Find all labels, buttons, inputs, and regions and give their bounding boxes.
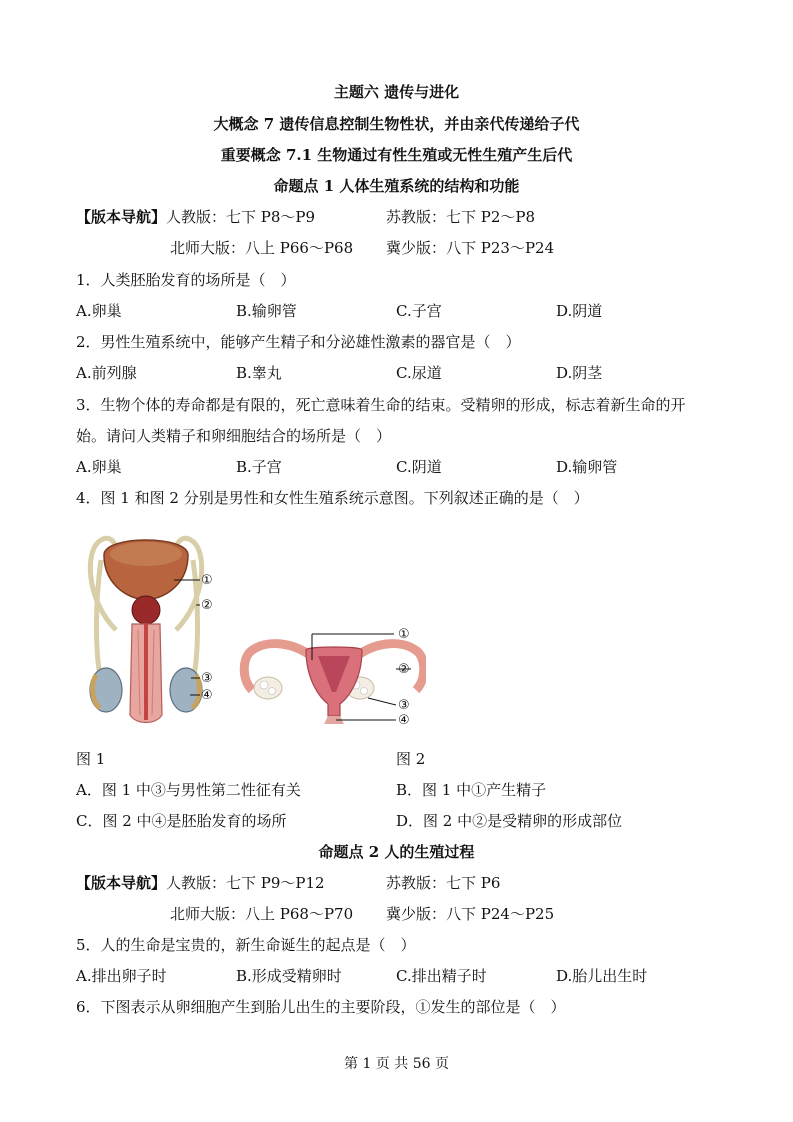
- q3-option-c: C.阴道: [396, 458, 442, 476]
- question-5: 5．人的生命是宝贵的，新生命诞生的起点是（ ）: [76, 936, 416, 954]
- nav2-beishida: 北师大版：八上 P68～P70: [170, 905, 354, 923]
- figure-1-caption: 图 1: [76, 750, 106, 768]
- q3-option-b: B.子宫: [236, 458, 282, 476]
- q4-option-d: D．图 2 中②是受精卵的形成部位: [396, 812, 623, 830]
- q4-option-a: A．图 1 中③与男性第二性征有关: [76, 781, 301, 799]
- fig2-label-1: ①: [398, 627, 410, 642]
- q4-option-c: C．图 2 中④是胚胎发育的场所: [76, 812, 287, 830]
- question-3-line2: 始。请问人类精子和卵细胞结合的场所是（ ）: [76, 427, 392, 445]
- q1-option-a: A.卵巢: [76, 302, 122, 320]
- fig2-label-2: ②: [398, 662, 410, 677]
- q2-option-b: B.睾丸: [236, 364, 282, 382]
- fig2-label-4: ④: [398, 713, 410, 728]
- fig1-label-1: ①: [201, 573, 213, 588]
- q1-option-c: C.子宫: [396, 302, 442, 320]
- question-6: 6．下图表示从卵细胞产生到胎儿出生的主要阶段，①发生的部位是（ ）: [76, 998, 566, 1016]
- nav2-jishao: 冀少版：八下 P24～P25: [386, 905, 555, 923]
- nav-tag-2: 【版本导航】: [76, 874, 167, 892]
- figure-1-male-reproductive-system: [76, 520, 236, 745]
- q1-option-b: B.输卵管: [236, 302, 297, 320]
- figure-2-female-reproductive-system: [236, 620, 426, 730]
- fig1-label-3: ③: [201, 671, 213, 686]
- q3-option-a: A.卵巢: [76, 458, 122, 476]
- section1-nav: [76, 207, 315, 227]
- nav-sujiao: 苏教版：七下 P2～P8: [386, 208, 536, 226]
- fig1-label-2: ②: [201, 598, 213, 613]
- page-footer: 第 1 页 共 56 页: [344, 1056, 449, 1072]
- key-concept-title: 重要概念 7.1 生物通过有性生殖或无性生殖产生后代: [220, 146, 573, 164]
- big-concept-title: 大概念 7 遗传信息控制生物性状，并由亲代传递给子代: [213, 115, 580, 133]
- figure-2-caption: 图 2: [396, 750, 426, 768]
- nav-jishao: 冀少版：八下 P23～P24: [386, 239, 555, 257]
- nav-beishida: 北师大版：八上 P66～P68: [170, 239, 354, 257]
- q5-option-c: C.排出精子时: [396, 967, 487, 985]
- theme-title: 主题六 遗传与进化: [333, 83, 460, 101]
- nav-renjiao: 人教版：七下 P8～P9: [166, 208, 316, 226]
- q5-option-a: A.排出卵子时: [76, 967, 167, 985]
- q3-option-d: D.输卵管: [556, 458, 618, 476]
- fig1-label-4: ④: [201, 688, 213, 703]
- q4-option-b: B．图 1 中①产生精子: [396, 781, 547, 799]
- q2-option-d: D.阴茎: [556, 364, 603, 382]
- q5-option-d: D.胎儿出生时: [556, 967, 648, 985]
- section1-title: 命题点 1 人体生殖系统的结构和功能: [273, 177, 520, 195]
- nav2-sujiao: 苏教版：七下 P6: [386, 874, 501, 892]
- fig2-label-3: ③: [398, 698, 410, 713]
- question-4: 4．图 1 和图 2 分别是男性和女性生殖系统示意图。下列叙述正确的是（ ）: [76, 489, 589, 507]
- q1-option-d: D.阴道: [556, 302, 603, 320]
- nav-tag: 【版本导航】: [76, 208, 167, 226]
- section2-title: 命题点 2 人的生殖过程: [318, 843, 475, 861]
- question-1: 1．人类胚胎发育的场所是（ ）: [76, 271, 296, 289]
- nav2-renjiao: 人教版：七下 P9～P12: [166, 874, 325, 892]
- question-2: 2．男性生殖系统中，能够产生精子和分泌雄性激素的器官是（ ）: [76, 333, 521, 351]
- q2-option-c: C.尿道: [396, 364, 442, 382]
- section2-nav: [76, 873, 325, 893]
- q5-option-b: B.形成受精卵时: [236, 967, 342, 985]
- question-3-line1: 3．生物个体的寿命都是有限的，死亡意味着生命的结束。受精卵的形成，标志着新生命的开: [76, 396, 686, 414]
- q2-option-a: A.前列腺: [76, 364, 137, 382]
